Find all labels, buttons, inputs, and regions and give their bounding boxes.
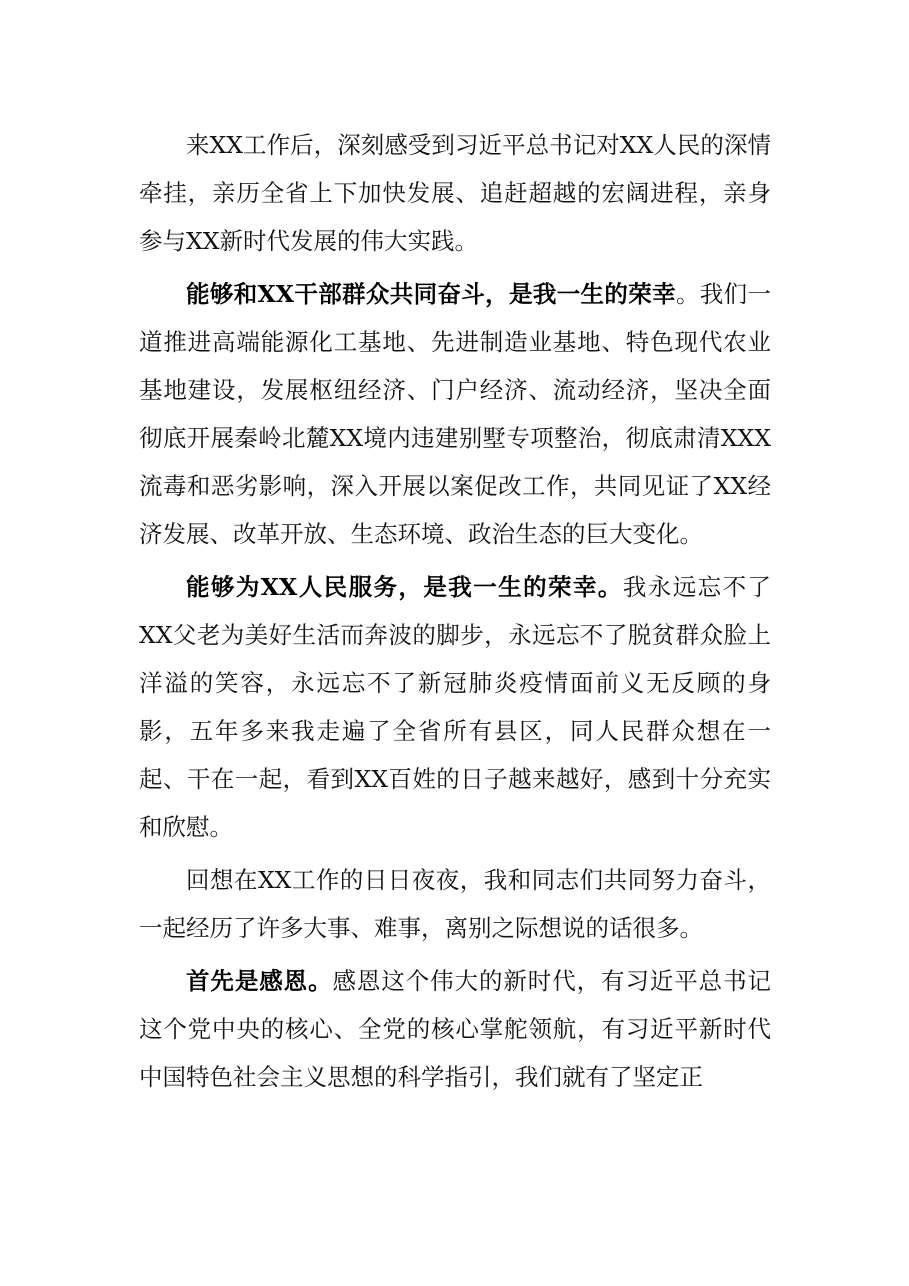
paragraph-3-lead: 能够为XX人民服务，是我一生的荣幸。 [186,573,623,601]
paragraph-2 [139,270,771,558]
paragraph-1-text: 来XX工作后，深刻感受到习近平总书记对XX人民的深情牵挂，亲历全省上下加快发展、追赶超越的宏阔进程，亲身参与XX新时代发展的伟大实践。 [139,131,771,255]
paragraph-4-text: 回想在XX工作的日日夜夜，我和同志们共同努力奋斗，一起经历了许多大事、难事，离别之际想说的话很多。 [139,866,771,942]
paragraph-5-lead: 首先是感恩。 [186,967,333,995]
paragraph-2-lead: 能够和XX干部群众共同奋斗，是我一生的荣幸 [186,280,676,308]
paragraph-3 [139,563,771,851]
document-page [139,121,771,1106]
paragraph-3-text: 我永远忘不了XX父老为美好生活而奔波的脚步，永远忘不了脱贫群众脸上洋溢的笑容，永远忘不了新冠肺炎疫情面前义无反顾的身影，五年多来我走遍了全省所有县区，同人民群众想在一起、干在一起，看到XX百姓的日子越来越好，感到十分充实和欣慰。 [139,573,772,841]
paragraph-2-text: 。我们一道推进高端能源化工基地、先进制造业基地、特色现代农业基地建设，发展枢纽经济、门户经济、流动经济，坚决全面彻底开展秦岭北麓XX境内违建别墅专项整治，彻底肃清XXX流毒和恶劣影响，深入开展以案促改工作，共同见证了XX经济发展、改革开放、生态环境、政治生态的巨大变化。 [139,280,772,548]
paragraph-5-text: 感恩这个伟大的新时代，有习近平总书记这个党中央的核心、全党的核心掌舵领航，有习近平新时代中国特色社会主义思想的科学指引，我们就有了坚定正 [139,967,772,1091]
paragraph-5 [139,957,771,1101]
paragraph-4 [139,856,771,952]
paragraph-1 [139,121,771,265]
